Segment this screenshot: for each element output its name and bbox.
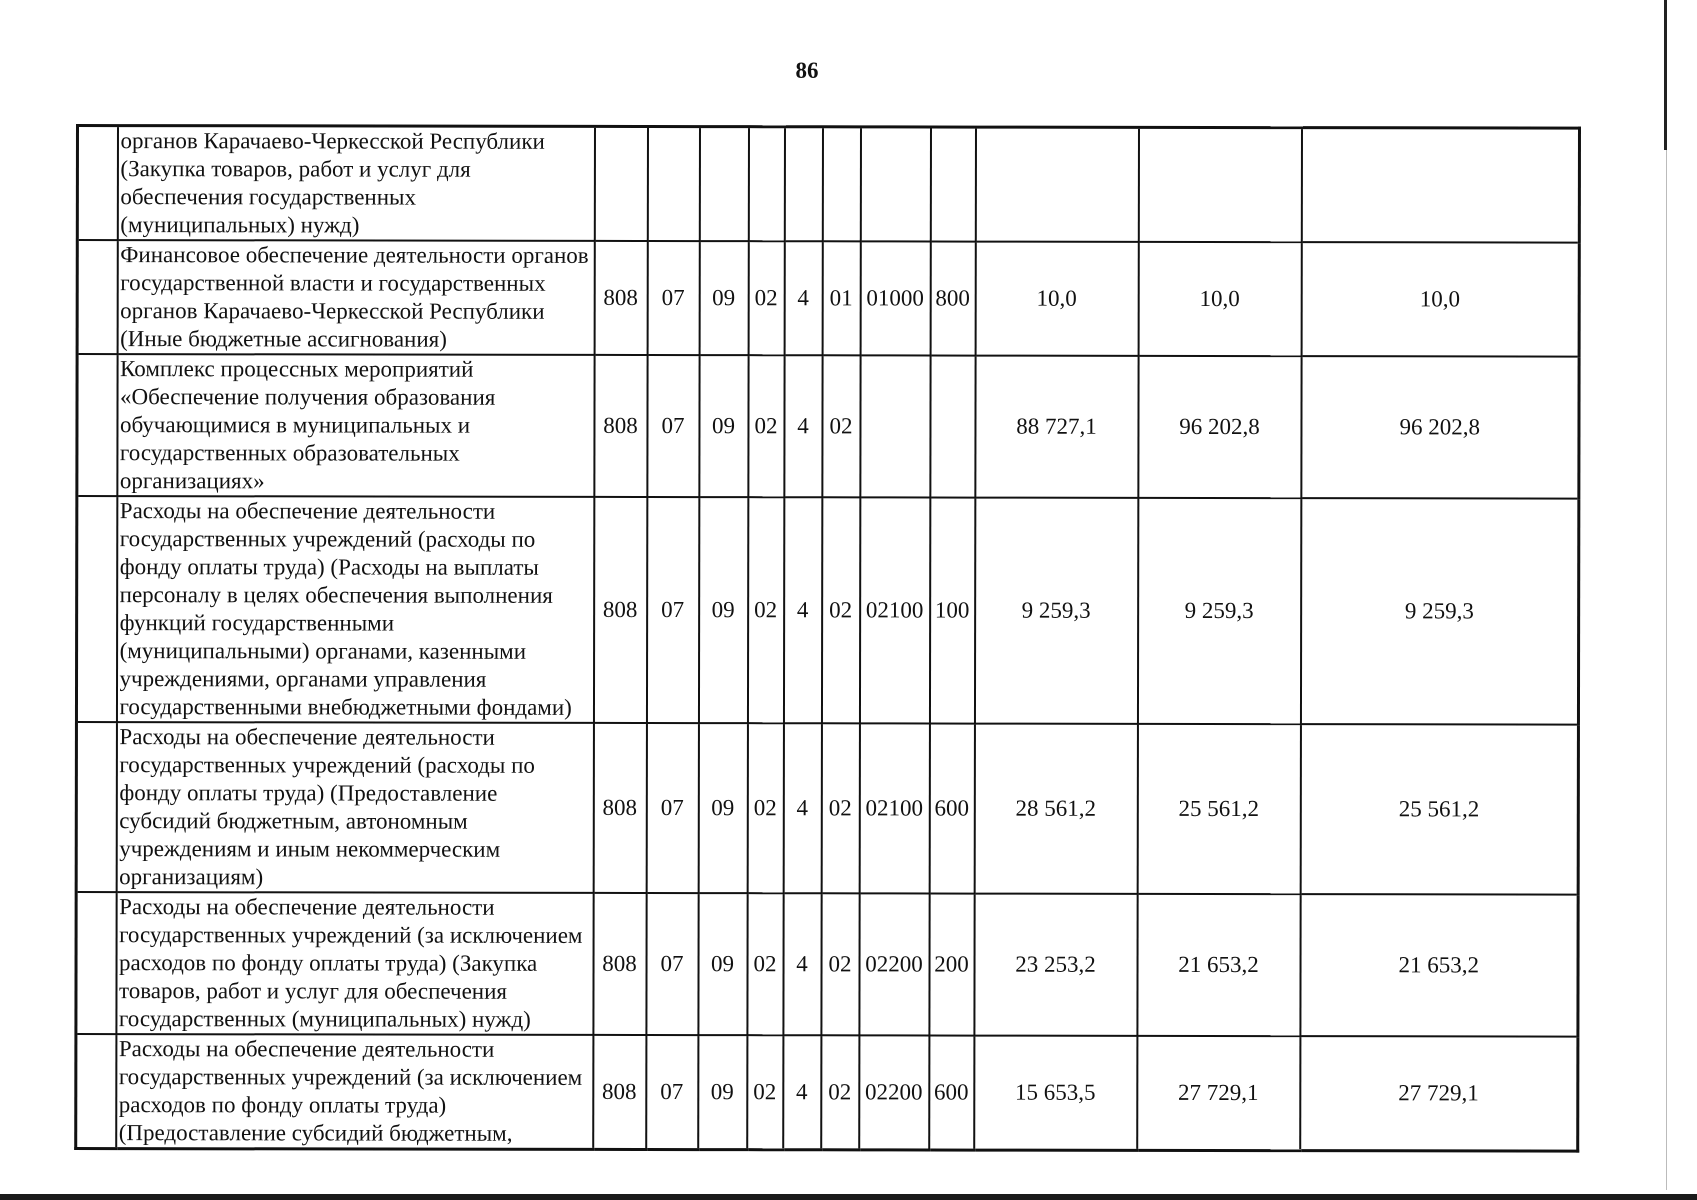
amount-year-1-cell: 28 561,2 bbox=[974, 724, 1137, 894]
amount-year-2-cell: 21 653,2 bbox=[1137, 894, 1300, 1036]
amount-year-3-cell: 10,0 bbox=[1301, 242, 1579, 356]
measure-code-cell: 02 bbox=[821, 497, 859, 723]
amount-year-2-cell: 9 259,3 bbox=[1137, 498, 1300, 724]
direction-code-cell: 02200 bbox=[859, 893, 929, 1035]
subsection-code-cell: 09 bbox=[699, 241, 748, 355]
item-name-cell: Расходы на обеспечение деятельности государственных учреждений (расходы по фонду оплаты труда) (Расходы на выплаты персоналу в целях обеспечения выполнения функций государственными (муниципальными) органами, казенными учреждениями, органами управления государственными внебюджетными фондами) bbox=[116, 496, 593, 723]
amount-year-1-cell bbox=[975, 127, 1138, 242]
amount-year-3-cell: 96 202,8 bbox=[1301, 356, 1579, 498]
structure-code-cell: 4 bbox=[783, 1035, 821, 1150]
ministry-code-cell: 808 bbox=[594, 241, 647, 355]
row-index-cell bbox=[76, 892, 116, 1034]
table-row bbox=[76, 1034, 1578, 1151]
direction-code-cell: 01000 bbox=[860, 241, 930, 355]
amount-year-2-cell: 96 202,8 bbox=[1138, 356, 1301, 498]
amount-year-1-cell: 10,0 bbox=[975, 242, 1138, 356]
amount-year-3-cell: 25 561,2 bbox=[1300, 724, 1578, 894]
section-code-cell: 07 bbox=[646, 893, 698, 1035]
direction-code-cell: 02200 bbox=[859, 1035, 929, 1150]
measure-code-cell: 02 bbox=[821, 1035, 859, 1150]
ministry-code-cell: 808 bbox=[593, 1035, 646, 1150]
subsection-code-cell: 09 bbox=[698, 893, 747, 1035]
amount-year-2-cell: 10,0 bbox=[1138, 242, 1301, 356]
subsection-code-cell: 09 bbox=[699, 355, 748, 497]
program-code-cell: 02 bbox=[748, 355, 784, 497]
amount-year-3-cell: 9 259,3 bbox=[1300, 498, 1578, 724]
item-name-cell: Комплекс процессных мероприятий «Обеспечение получения образования обучающимися в муниципальных и государственных образовательных организациях» bbox=[117, 354, 594, 497]
amount-year-1-cell: 23 253,2 bbox=[974, 894, 1137, 1036]
subsection-code-cell: 09 bbox=[698, 497, 747, 723]
expense-type-code-cell bbox=[930, 127, 975, 242]
ministry-code-cell bbox=[594, 126, 647, 241]
item-name-cell: Расходы на обеспечение деятельности государственных учреждений (за исключением расходов по фонду оплаты труда) (Закупка товаров, работ и услуг для обеспечения государственных (муниципальных) нужд) bbox=[116, 892, 593, 1035]
expense-type-code-cell: 600 bbox=[929, 723, 974, 893]
page-number: 86 bbox=[795, 58, 819, 83]
ministry-code-cell: 808 bbox=[593, 723, 646, 893]
ministry-code-cell: 808 bbox=[593, 497, 646, 723]
amount-year-2-cell: 27 729,1 bbox=[1137, 1036, 1300, 1151]
table-body bbox=[76, 126, 1580, 1152]
program-code-cell: 02 bbox=[748, 241, 784, 355]
measure-code-cell: 02 bbox=[822, 355, 860, 497]
measure-code-cell bbox=[822, 127, 860, 242]
amount-year-1-cell: 88 727,1 bbox=[975, 356, 1138, 498]
program-code-cell: 02 bbox=[747, 1035, 783, 1150]
structure-code-cell: 4 bbox=[784, 355, 822, 497]
structure-code-cell: 4 bbox=[784, 241, 822, 355]
row-index-cell bbox=[77, 354, 117, 496]
structure-code-cell: 4 bbox=[783, 497, 821, 723]
program-code-cell: 02 bbox=[747, 497, 783, 723]
measure-code-cell: 02 bbox=[821, 893, 859, 1035]
section-code-cell: 07 bbox=[646, 723, 698, 893]
section-code-cell: 07 bbox=[646, 497, 698, 723]
program-code-cell: 02 bbox=[747, 723, 783, 893]
expense-type-code-cell: 200 bbox=[929, 893, 974, 1035]
structure-code-cell: 4 bbox=[783, 723, 821, 893]
section-code-cell bbox=[647, 126, 699, 241]
row-index-cell bbox=[76, 496, 116, 722]
expense-type-code-cell: 600 bbox=[929, 1035, 974, 1150]
measure-code-cell: 01 bbox=[822, 241, 860, 355]
item-name-cell: органов Карачаево-Черкесской Республики (Закупка товаров, работ и услуг для обеспечения государственных (муниципальных) нужд) bbox=[117, 126, 594, 241]
row-index-cell bbox=[77, 240, 117, 354]
section-code-cell: 07 bbox=[646, 1035, 698, 1150]
subsection-code-cell: 09 bbox=[698, 1035, 747, 1150]
amount-year-3-cell: 21 653,2 bbox=[1300, 894, 1578, 1036]
direction-code-cell: 02100 bbox=[859, 723, 929, 893]
amount-year-2-cell: 25 561,2 bbox=[1137, 724, 1300, 894]
table-row bbox=[77, 240, 1579, 357]
scan-edge-mark bbox=[1664, 0, 1667, 150]
subsection-code-cell: 09 bbox=[698, 723, 747, 893]
expense-type-code-cell: 100 bbox=[929, 497, 974, 723]
table-row bbox=[77, 354, 1579, 499]
ministry-code-cell: 808 bbox=[593, 893, 646, 1035]
scan-edge-line bbox=[1666, 150, 1667, 1190]
direction-code-cell: 02100 bbox=[859, 497, 929, 723]
row-index-cell bbox=[76, 722, 116, 892]
structure-code-cell: 4 bbox=[783, 893, 821, 1035]
amount-year-1-cell: 15 653,5 bbox=[974, 1036, 1137, 1151]
row-index-cell bbox=[77, 126, 117, 241]
direction-code-cell bbox=[860, 127, 930, 242]
program-code-cell: 02 bbox=[747, 893, 783, 1035]
direction-code-cell bbox=[860, 355, 930, 497]
structure-code-cell bbox=[784, 127, 822, 242]
table-row bbox=[76, 892, 1578, 1037]
item-name-cell: Расходы на обеспечение деятельности государственных учреждений (расходы по фонду оплаты труда) (Предоставление субсидий бюджетным, автономным учреждениям и иным некоммерческим организациям) bbox=[116, 722, 593, 893]
amount-year-3-cell: 27 729,1 bbox=[1300, 1036, 1578, 1151]
scan-bottom-rule bbox=[0, 1194, 1697, 1200]
item-name-cell: Расходы на обеспечение деятельности государственных учреждений (за исключением расходов по фонду оплаты труда) (Предоставление субсидий бюджетным, bbox=[116, 1034, 593, 1149]
ministry-code-cell: 808 bbox=[594, 355, 647, 497]
section-code-cell: 07 bbox=[647, 355, 699, 497]
table-row bbox=[76, 722, 1578, 895]
budget-table bbox=[74, 124, 1581, 1153]
expense-type-code-cell bbox=[930, 355, 975, 497]
table-row bbox=[77, 126, 1579, 243]
row-index-cell bbox=[76, 1034, 116, 1149]
amount-year-3-cell bbox=[1301, 128, 1579, 243]
section-code-cell: 07 bbox=[647, 241, 699, 355]
subsection-code-cell bbox=[699, 127, 748, 242]
table-row bbox=[76, 496, 1578, 725]
amount-year-2-cell bbox=[1138, 127, 1301, 242]
expense-type-code-cell: 800 bbox=[930, 241, 975, 355]
program-code-cell bbox=[748, 127, 784, 242]
item-name-cell: Финансовое обеспечение деятельности органов государственной власти и государственных органов Карачаево-Черкесской Республики (Иные бюджетные ассигнования) bbox=[117, 240, 594, 355]
measure-code-cell: 02 bbox=[821, 723, 859, 893]
amount-year-1-cell: 9 259,3 bbox=[974, 498, 1137, 724]
